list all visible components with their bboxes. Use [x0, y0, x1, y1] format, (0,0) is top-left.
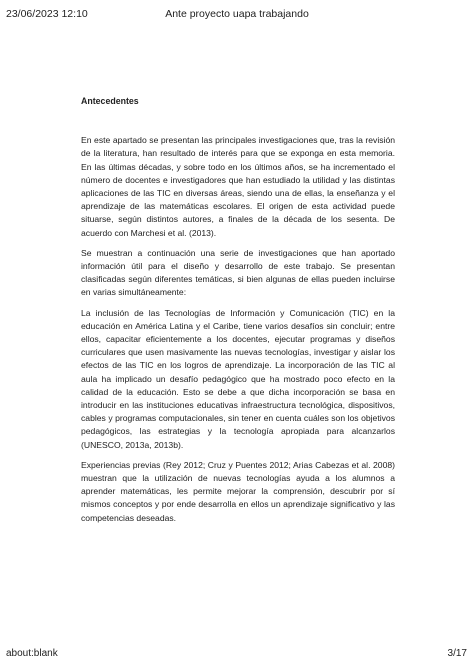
print-datetime: 23/06/2023 12:10 — [6, 8, 88, 20]
document-page — [81, 95, 395, 532]
print-header — [0, 8, 474, 22]
section-heading: Antecedentes — [81, 96, 139, 106]
paragraph-intro: En este apartado se presentan las principales investigaciones que, tras la revisión de la literatura, han resultado de interés para que se exponga en esta memoria. En las últimas décadas, y sobre todo en los últimos años, se ha incrementado el número de docentes e investigadores que han estudiado la utilidad y las distintas aplicaciones de las TIC en diversas áreas, siendo una de ellas, la enseñanza y el aprendizaje de las matemáticas escolares. El origen de esta actividad puede situarse, según distintos autores, a finales de la década de los sesenta. De acuerdo con Marchesi et al. (2013). — [81, 135, 395, 238]
document-title: Ante proyecto uapa trabajando — [165, 8, 309, 20]
page-url: about:blank — [6, 648, 58, 659]
paragraph-previous-experiences: Experiencias previas (Rey 2012; Cruz y Puentes 2012; Arias Cabezas et al. 2008) muestran que la utilización de nuevas tecnologías ayuda a los alumnos a aprender matemáticas, les permite mejorar la comprensión, descubrir por sí mismos conceptos y por ende desarrolla en ellos un aprendizaje significativo y las competencias deseadas. — [81, 459, 395, 523]
page-number: 3/17 — [447, 648, 467, 659]
paragraph-overview: Se muestran a continuación una serie de investigaciones que han aportado información útil para el diseño y desarrollo de este trabajo. Se presentan clasificadas según diferentes temáticas, si bien algunas de ellas pueden incluirse en varias simultáneamente: — [81, 247, 395, 298]
print-footer — [0, 648, 474, 662]
paragraph-tic-inclusion: La inclusión de las Tecnologías de Información y Comunicación (TIC) en la educación en América Latina y el Caribe, tiene varios desafíos sin concluir; entre ellos, capacitar eficientemente a los docentes, ejecutar programas y diseños curriculares que usen masivamente las nuevas tecnologías, investigar y aislar los efectos de las TIC en los logros de aprendizaje. La incorporación de las TIC al aula ha implicado un desafío pedagógico que ha mostrado poco efecto en la calidad de la educación. Esto se debe a que dicha incorporación se basa en introducir en las instituciones educativas infraestructura tecnológica, dispositivos, cables y programas computacionales, sin tener en cuenta cuáles son los objetivos pedagógicos, las estrategias y la tecnología apropiada para alcanzarlos (UNESCO, 2013a, 2013b). — [81, 307, 395, 450]
